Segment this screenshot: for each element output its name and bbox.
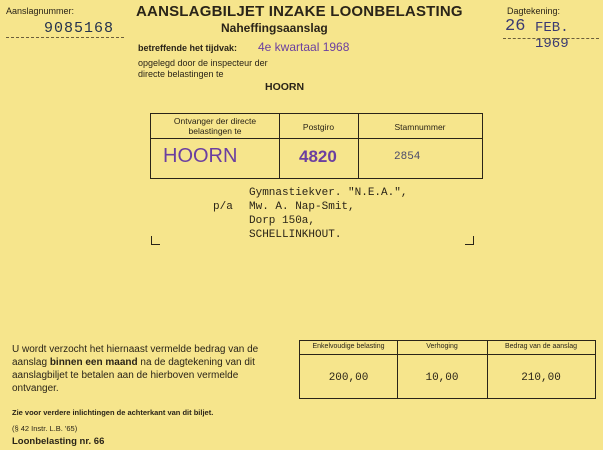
address-line: Gymnastiekver. "N.E.A.", [249, 187, 408, 199]
amount-header-verhoging: Verhoging [426, 343, 458, 350]
office-value-ontvanger: HOORN [163, 145, 238, 167]
aanslagnummer-label: Aanslagnummer: [6, 6, 75, 16]
office-table-divider [279, 114, 280, 178]
office-header-stamnummer: Stamnummer [394, 122, 446, 132]
address-line: Dorp 150a, [249, 215, 316, 227]
address-line: Mw. A. Nap-Smit, [249, 201, 355, 213]
office-header-postgiro: Postgiro [302, 122, 335, 132]
document-subtitle: Naheffingsaanslag [221, 21, 328, 35]
note-achterkant: Zie voor verdere inlichtingen de achterkant van dit biljet. [12, 408, 214, 417]
form-number: Loonbelasting nr. 66 [12, 436, 105, 447]
office-table [150, 113, 483, 179]
opgelegd-label: opgelegd door de inspecteur der directe belastingen te [138, 58, 268, 79]
amount-value-bedrag: 210,00 [521, 372, 561, 384]
aanslagnummer-underline [6, 37, 124, 38]
office-table-divider [358, 114, 359, 178]
address-prefix: p/a [213, 201, 233, 213]
document-title: AANSLAGBILJET INZAKE LOONBELASTING [136, 3, 463, 20]
amount-header-enkelvoudig: Enkelvoudige belasting [312, 343, 385, 350]
aanslagnummer-value: 9085168 [44, 20, 115, 37]
office-value-postgiro: 4820 [299, 147, 337, 166]
amount-value-enkelvoudig: 200,00 [328, 372, 369, 384]
amount-table-header-line [300, 354, 595, 355]
dagtekening-day: 26 [505, 17, 526, 36]
note-instruction-ref: (§ 42 Instr. L.B. '65) [12, 424, 78, 433]
dagtekening-underline [503, 38, 599, 39]
tijdvak-value: 4e kwartaal 1968 [258, 40, 350, 54]
office-table-header-line [151, 138, 482, 139]
amount-value-verhoging: 10,00 [425, 372, 459, 384]
dagtekening-month-year: FEB. 1969 [535, 20, 569, 52]
address-line: SCHELLINKHOUT. [249, 229, 342, 241]
tijdvak-label: betreffende het tijdvak: [138, 43, 238, 53]
address-corner-mark [151, 236, 160, 245]
payment-request-text: U wordt verzocht het hiernaast vermelde bedrag van de aanslag binnen een maand na de dagtekening van dit aanslagbiljet te betalen aan de hierboven vermelde ontvanger. [12, 344, 259, 394]
amount-table [299, 340, 596, 399]
amount-header-bedrag: Bedrag van de aanslag [505, 343, 577, 350]
opgelegd-value: HOORN [265, 81, 305, 93]
office-value-stamnummer: 2854 [394, 151, 421, 163]
office-header-ontvanger: Ontvanger der directe belastingen te [173, 116, 257, 136]
dagtekening-label: Dagtekening: [507, 6, 561, 16]
address-corner-mark [465, 236, 474, 245]
